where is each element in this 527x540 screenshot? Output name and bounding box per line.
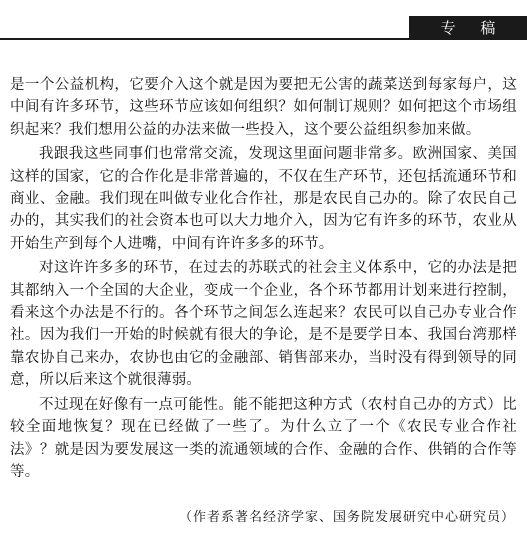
- paragraph-4: 不过现在好像有一点可能性。能不能把这种方式（农村自己办的方式）比较全面地恢复？现在已经做了一些了。为什么立了一个《农民专业合作社法》？就是因为要发展这一类的流通领域的合作、金融的合作、供销的合作等等。: [10, 396, 517, 480]
- paragraph-1: 是一个公益机构，它要介入这个就是因为要把无公害的蔬菜送到每家每户，这中间有许多环节，这些环节应该如何组织？如何制订规则？如何把这个市场组织起来？我们想用公益的办法来做一些投入，这个要公益组织参加来做。: [10, 77, 517, 138]
- section-label-专稿: 专 稿: [409, 16, 527, 40]
- paragraph-3: 对这许许多多的环节，在过去的苏联式的社会主义体系中，它的办法是把其都纳入一个全国的大企业，变成一个企业，各个环节都用计划来进行控制，看来这个办法是不行的。各个环节之间怎么连起来？农民可以自己办专业合作社。因为我们一开始的时候就有很大的争论，是不是要学日本、我国台湾那样靠农协自己来办，农协也由它的金融部、销售部来办，当时没有得到领导的同意，所以后来这个就很薄弱。: [10, 260, 517, 389]
- article-body: [10, 74, 517, 485]
- header-rule: [0, 38, 527, 40]
- author-byline: （作者系著名经济学家、国务院发展研究中心研究员）: [178, 510, 515, 525]
- paragraph-2: 我跟我这些同事们也常常交流，发现这里面问题非常多。欧洲国家、美国这样的国家，它的合作化是非常普遍的，不仅在生产环节，还包括流通环节和商业、金融。我们现在叫做专业化合作社，那是农民自己办的。除了农民自己办的，其实我们的社会资本也可以大力地介入，因为它有许多的环节，农业从开始生产到每个人进嘴，中间有许许多多的环节。: [10, 146, 517, 252]
